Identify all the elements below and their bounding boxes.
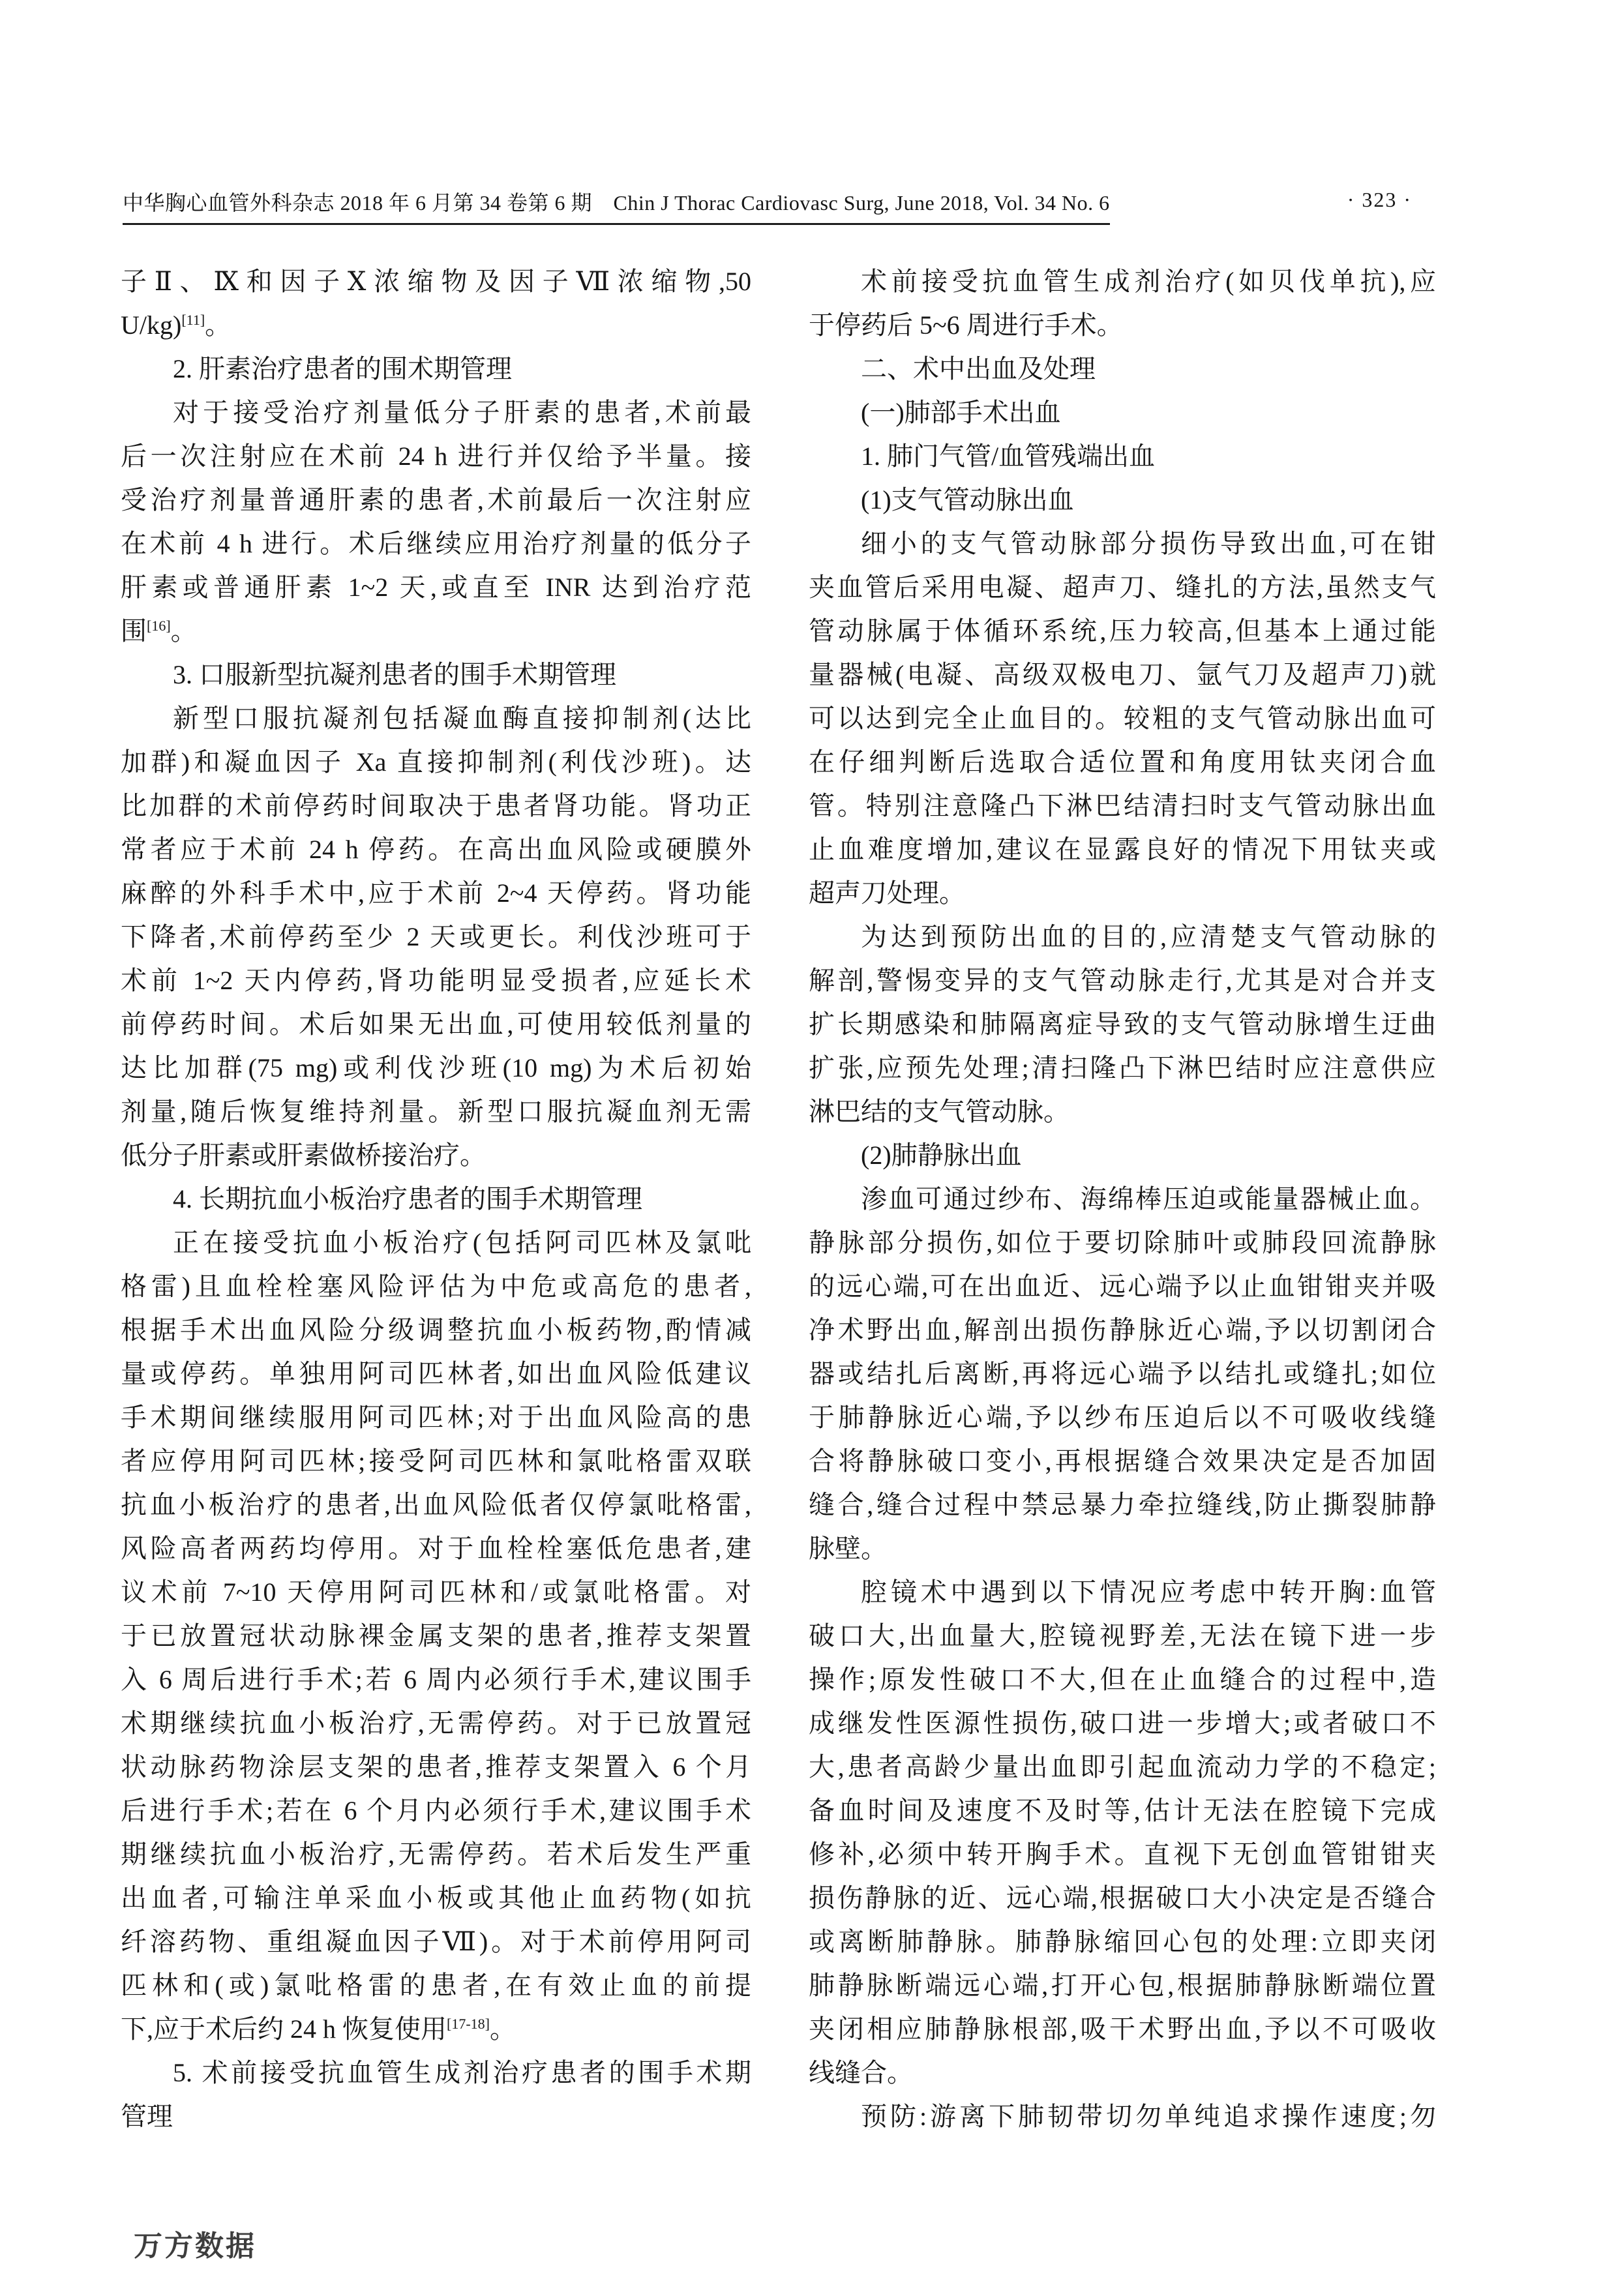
text-line: 前停药时间。术后如果无出血,可使用较低剂量的 (121, 1009, 751, 1039)
text-line: 夹血管后采用电凝、超声刀、缝扎的方法,虽然支气 (809, 573, 1436, 602)
text-line: 常者应于术前 24 h 停药。在高出血风险或硬膜外 (121, 835, 751, 864)
text-line: 在术前 4 h 进行。术后继续应用治疗剂量的低分子 (121, 529, 751, 558)
text-line: 夹闭相应肺静脉根部,吸干术野出血,予以不可吸收 (809, 2014, 1436, 2044)
text-line: 术前 1~2 天内停药,肾功能明显受损者,应延长术 (121, 966, 751, 995)
text-line: 比加群的术前停药时间取决于患者肾功能。肾功正 (121, 791, 751, 820)
text-line: 入 6 周后进行手术;若 6 周内必须行手术,建议围手 (121, 1665, 751, 1694)
text-line: 线缝合。 (809, 2058, 913, 2087)
text-line: 5. 术前接受抗血管生成剂治疗患者的围手术期 (173, 2058, 751, 2087)
right-text-column (809, 260, 1436, 2138)
text-line: 术前接受抗血管生成剂治疗(如贝伐单抗),应 (861, 267, 1436, 296)
text-line: 于肺静脉近心端,予以纱布压迫后以不可吸收线缝 (809, 1403, 1436, 1432)
text-line: 损伤静脉的近、远心端,根据破口大小决定是否缝合 (809, 1883, 1436, 1913)
text-line: 后一次注射应在术前 24 h 进行并仅给予半量。接 (121, 441, 751, 471)
text-line: 静脉部分损伤,如位于要切除肺叶或肺段回流静脉 (809, 1228, 1436, 1257)
text-line: 肺静脉断端远心端,打开心包,根据肺静脉断端位置 (809, 1971, 1436, 2000)
text-line: 出血者,可输注单采血小板或其他止血药物(如抗 (121, 1883, 751, 1913)
text-line: 备血时间及速度不及时等,估计无法在腔镜下完成 (809, 1796, 1436, 1825)
text-line: 抗血小板治疗的患者,出血风险低者仅停氯吡格雷, (121, 1490, 751, 1519)
text-line: 二、术中出血及处理 (861, 354, 1096, 383)
text-line: 2. 肝素治疗患者的围术期管理 (173, 354, 512, 383)
text-line: 于已放置冠状动脉裸金属支架的患者,推荐支架置 (121, 1621, 751, 1650)
text-line: 下,应于术后约 24 h 恢复使用[17-18]。 (121, 2014, 516, 2044)
text-line: 超声刀处理。 (809, 878, 965, 908)
text-line: 对于接受治疗剂量低分子肝素的患者,术前最 (173, 398, 751, 427)
text-line: 新型口服抗凝剂包括凝血酶直接抑制剂(达比 (173, 704, 751, 733)
text-line: 或离断肺静脉。肺静脉缩回心包的处理:立即夹闭 (809, 1927, 1436, 1956)
text-line: 正在接受抗血小板治疗(包括阿司匹林及氯吡 (173, 1228, 751, 1257)
text-line: 达比加群(75 mg)或利伐沙班(10 mg)为术后初始 (121, 1053, 751, 1082)
text-line: 缝合,缝合过程中禁忌暴力牵拉缝线,防止撕裂肺静 (809, 1490, 1436, 1519)
text-line: 的远心端,可在出血近、远心端予以止血钳钳夹并吸 (809, 1272, 1436, 1301)
text-line: U/kg)[11]。 (121, 310, 232, 340)
text-line: 匹林和(或)氯吡格雷的患者,在有效止血的前提 (121, 1971, 751, 2000)
text-line: 剂量,随后恢复维持剂量。新型口服抗凝血剂无需 (121, 1097, 751, 1126)
text-line: 围[16]。 (121, 616, 197, 646)
text-line: 状动脉药物涂层支架的患者,推荐支架置入 6 个月 (121, 1752, 751, 1782)
reference-superscript: [17-18] (447, 2016, 490, 2032)
text-line: 管。特别注意隆凸下淋巴结清扫时支气管动脉出血 (809, 791, 1436, 820)
text-line: 期继续抗血小板治疗,无需停药。若术后发生严重 (121, 1840, 751, 1869)
text-line: 修补,必须中转开胸手术。直视下无创血管钳钳夹 (809, 1840, 1436, 1869)
text-line: 扩长期感染和肺隔离症导致的支气管动脉增生迂曲 (809, 1009, 1436, 1039)
text-line: (一)肺部手术出血 (861, 398, 1061, 427)
text-line: 麻醉的外科手术中,应于术前 2~4 天停药。肾功能 (121, 878, 751, 908)
text-line: 低分子肝素或肝素做桥接治疗。 (121, 1141, 486, 1170)
text-line: 4. 长期抗血小板治疗患者的围手术期管理 (173, 1184, 642, 1214)
text-line: 量或停药。单独用阿司匹林者,如出血风险低建议 (121, 1359, 751, 1388)
text-line: 受治疗剂量普通肝素的患者,术前最后一次注射应 (121, 485, 751, 514)
text-line: 管理 (121, 2102, 173, 2131)
text-line: 1. 肺门气管/血管残端出血 (861, 441, 1156, 471)
wanfang-data-watermark: 万方数据 (134, 2230, 256, 2262)
text-line: 子Ⅱ、Ⅸ和因子Ⅹ浓缩物及因子Ⅶ浓缩物,50 (121, 267, 751, 296)
text-line: 腔镜术中遇到以下情况应考虑中转开胸:血管 (861, 1577, 1436, 1607)
text-line: 在仔细判断后选取合适位置和角度用钛夹闭合血 (809, 747, 1436, 777)
text-line: 于停药后 5~6 周进行手术。 (809, 310, 1123, 340)
text-line: 淋巴结的支气管动脉。 (809, 1097, 1070, 1126)
text-line: 加群)和凝血因子 Xa 直接抑制剂(利伐沙班)。达 (121, 747, 751, 777)
text-line: 格雷)且血栓栓塞风险评估为中危或高危的患者, (121, 1272, 751, 1301)
text-line: 量器械(电凝、高级双极电刀、氩气刀及超声刀)就 (809, 660, 1436, 689)
text-line: 根据手术出血风险分级调整抗血小板药物,酌情减 (121, 1315, 751, 1345)
text-line: 预防:游离下肺韧带切勿单纯追求操作速度;勿 (861, 2102, 1436, 2131)
text-line: 合将静脉破口变小,再根据缝合效果决定是否加固 (809, 1446, 1436, 1476)
text-line: 破口大,出血量大,腔镜视野差,无法在镜下进一步 (809, 1621, 1436, 1650)
text-line: 风险高者两药均停用。对于血栓栓塞低危患者,建 (121, 1534, 751, 1563)
text-line: 渗血可通过纱布、海绵棒压迫或能量器械止血。 (861, 1184, 1436, 1214)
text-line: 管动脉属于体循环系统,压力较高,但基本上通过能 (809, 616, 1436, 646)
text-line: (1)支气管动脉出血 (861, 485, 1074, 514)
text-line: 器或结扎后离断,再将远心端予以结扎或缝扎;如位 (809, 1359, 1436, 1388)
page-number: · 323 · (1347, 188, 1412, 211)
running-head (0, 186, 1601, 232)
text-line: 操作;原发性破口不大,但在止血缝合的过程中,造 (809, 1665, 1436, 1694)
text-line: 议术前 7~10 天停用阿司匹林和/或氯吡格雷。对 (121, 1577, 751, 1607)
text-line: 可以达到完全止血目的。较粗的支气管动脉出血可 (809, 704, 1436, 733)
text-line: 细小的支气管动脉部分损伤导致出血,可在钳 (861, 529, 1436, 558)
text-line: 净术野出血,解剖出损伤静脉近心端,予以切割闭合 (809, 1315, 1436, 1345)
text-line: 大,患者高龄少量出血即引起血流动力学的不稳定; (809, 1752, 1436, 1782)
left-text-column (121, 260, 751, 2138)
text-line: 止血难度增加,建议在显露良好的情况下用钛夹或 (809, 835, 1436, 864)
reference-superscript: [11] (181, 312, 205, 328)
text-line: 3. 口服新型抗凝剂患者的围手术期管理 (173, 660, 616, 689)
text-line: (2)肺静脉出血 (861, 1141, 1022, 1170)
text-line: 成继发性医源性损伤,破口进一步增大;或者破口不 (809, 1708, 1436, 1738)
journal-title-line: 中华胸心血管外科杂志 2018 年 6 月第 34 卷第 6 期 Chin J Thorac Cardiovasc Surg, June 2018, Vol. 34 No. 6 (123, 186, 1110, 225)
text-line: 解剖,警惕变异的支气管动脉走行,尤其是对合并支 (809, 966, 1436, 995)
text-line: 扩张,应预先处理;清扫隆凸下淋巴结时应注意供应 (809, 1053, 1436, 1082)
text-line: 脉壁。 (809, 1534, 887, 1563)
text-line: 肝素或普通肝素 1~2 天,或直至 INR 达到治疗范 (121, 573, 751, 602)
text-line: 下降者,术前停药至少 2 天或更长。利伐沙班可于 (121, 922, 751, 951)
text-line: 为达到预防出血的目的,应清楚支气管动脉的 (861, 922, 1436, 951)
text-line: 后进行手术;若在 6 个月内必须行手术,建议围手术 (121, 1796, 751, 1825)
text-line: 手术期间继续服用阿司匹林;对于出血风险高的患 (121, 1403, 751, 1432)
text-line: 者应停用阿司匹林;接受阿司匹林和氯吡格雷双联 (121, 1446, 751, 1476)
text-line: 术期继续抗血小板治疗,无需停药。对于已放置冠 (121, 1708, 751, 1738)
reference-superscript: [16] (147, 618, 171, 634)
text-line: 纤溶药物、重组凝血因子Ⅶ)。对于术前停用阿司 (121, 1927, 751, 1956)
